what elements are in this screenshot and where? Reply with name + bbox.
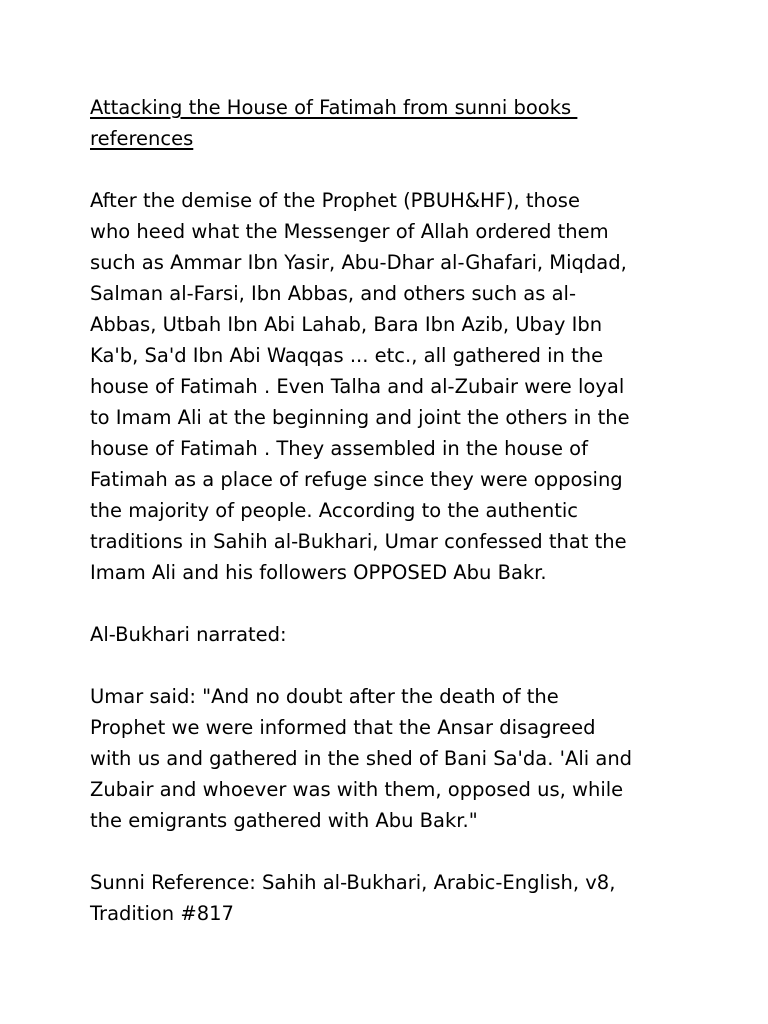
title-line: Attacking the House of Fatimah from sunni books — [90, 96, 578, 119]
title-line: references — [90, 127, 194, 150]
paragraph-line: Abbas, Utbah Ibn Abi Lahab, Bara Ibn Azib, Ubay Ibn — [90, 313, 603, 336]
paragraph-line: Ka'b, Sa'd Ibn Abi Waqqas ... etc., all gathered in the — [90, 344, 604, 367]
paragraph-line: Imam Ali and his followers OPPOSED Abu Bakr. — [90, 561, 547, 584]
paragraph-line: house of Fatimah . They assembled in the house of — [90, 437, 588, 460]
paragraph-line: to Imam Ali at the beginning and joint the others in the — [90, 406, 630, 429]
paragraph-line: Salman al-Farsi, Ibn Abbas, and others such as al- — [90, 282, 577, 305]
document-page — [90, 92, 690, 929]
paragraph-line: After the demise of the Prophet (PBUH&HF), those — [90, 189, 580, 212]
reference-line: Sunni Reference: Sahih al-Bukhari, Arabic-English, v8, — [90, 871, 616, 894]
reference-paragraph — [90, 867, 690, 929]
intro-paragraph — [90, 185, 690, 588]
quote-line: Prophet we were informed that the Ansar disagreed — [90, 716, 596, 739]
paragraph-line: such as Ammar Ibn Yasir, Abu-Dhar al-Ghafari, Miqdad, — [90, 251, 627, 274]
narrated-line: Al-Bukhari narrated: — [90, 623, 287, 646]
reference-line: Tradition #817 — [90, 902, 234, 925]
paragraph-line: the majority of people. According to the authentic — [90, 499, 579, 522]
document-title — [90, 92, 690, 154]
quote-line: with us and gathered in the shed of Bani Sa'da. 'Ali and — [90, 747, 633, 770]
quote-paragraph — [90, 681, 690, 836]
narrated-paragraph — [90, 619, 690, 650]
paragraph-line: traditions in Sahih al-Bukhari, Umar confessed that the — [90, 530, 627, 553]
quote-line: Umar said: "And no doubt after the death of the — [90, 685, 559, 708]
paragraph-line: who heed what the Messenger of Allah ordered them — [90, 220, 609, 243]
quote-line: the emigrants gathered with Abu Bakr." — [90, 809, 478, 832]
paragraph-line: house of Fatimah . Even Talha and al-Zubair were loyal — [90, 375, 625, 398]
paragraph-line: Fatimah as a place of refuge since they were opposing — [90, 468, 623, 491]
quote-line: Zubair and whoever was with them, opposed us, while — [90, 778, 624, 801]
